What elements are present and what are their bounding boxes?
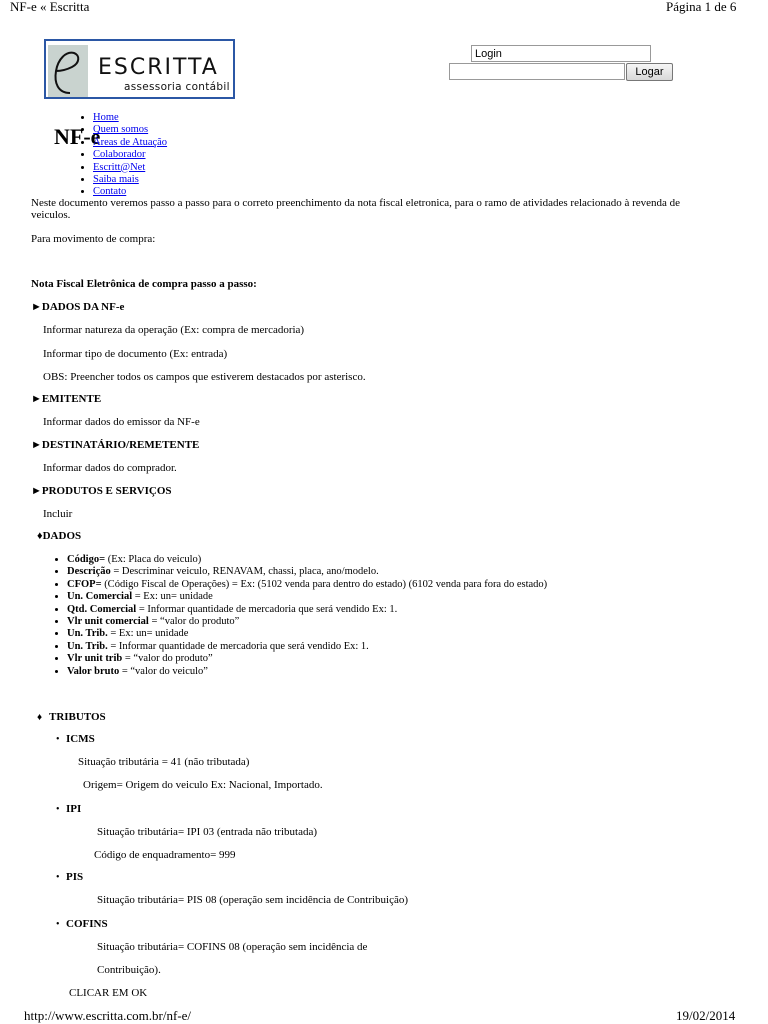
login-username-input[interactable] [471,45,651,62]
dados-label: Vlr unit trib [67,653,123,665]
cofins-situacao-2: Contribuição). [97,964,161,976]
nav-link-saiba-mais[interactable]: Saiba mais [93,173,139,185]
diamond-bullet-icon: ♦ [37,712,43,723]
sec-destinatario: ►DESTINATÁRIO/REMETENTE [31,439,200,451]
nav-link-colaborador[interactable]: Colaborador [93,149,146,161]
destinatario-text: Informar dados do comprador. [43,462,177,474]
list-item [67,628,547,640]
tipo-doc-text: Informar tipo de documento (Ex: entrada) [43,348,228,360]
incluir-text: Incluir [43,508,73,520]
dados-text: = Descriminar veiculo, RENAVAM, chassi, placa, ano/modelo. [110,566,379,578]
dados-text: = “valor do veiculo” [119,665,208,677]
print-header-page: Página 1 de 6 [666,0,737,14]
nav-link-areas[interactable]: Áreas de Atuação [93,136,168,148]
nav-item-home [93,112,167,124]
intro-line-2: veiculos. [31,209,71,221]
nav-link-contato[interactable]: Contato [93,186,127,198]
list-item [67,591,547,603]
dados-text: (Ex: Placa do veiculo) [105,554,202,565]
logar-button[interactable]: Logar [626,63,673,81]
sec-produtos: ►PRODUTOS E SERVIÇOS [31,485,172,497]
icms-origem: Origem= Origem do veiculo Ex: Nacional, Importado. [83,779,323,791]
logo-tagline: assessoria contábil [124,81,230,93]
nav-link-quem-somos[interactable]: Quem somos [93,124,149,136]
dados-text: = Ex: un= unidade [132,591,213,603]
compra-text: Para movimento de compra: [31,233,156,245]
dados-text: = “valor do produto” [148,615,240,627]
dados-label: Un. Trib. [67,628,108,640]
list-item [67,616,547,628]
dados-label: Qtd. Comercial [67,603,137,615]
dados-label: Código= [67,554,106,565]
obs-text: OBS: Preencher todos os campos que estiverem destacados por asterisco. [43,371,366,383]
logo-e-icon [48,45,88,97]
ipi-label: IPI [66,803,82,815]
list-item [67,554,547,566]
main-nav [82,112,167,199]
print-header-title: NF-e « Escritta [10,0,90,14]
nav-link-home[interactable]: Home [93,112,119,123]
logo-brand: ESCRITTA [98,55,219,80]
nav-item-areas [93,137,167,149]
list-item [67,666,547,678]
section-heading: Nota Fiscal Eletrônica de compra passo a passo: [31,278,257,290]
dados-label: Vlr unit comercial [67,615,149,627]
nav-item-escrittnet [93,162,167,174]
cofins-label: COFINS [66,918,108,930]
sec-dados: ♦DADOS [37,530,82,542]
escritta-logo[interactable] [44,39,235,99]
bullet-icon: • [56,919,60,930]
dados-label: Descrição [67,566,111,578]
dados-label: Un. Trib. [67,640,108,652]
sec-tributos: TRIBUTOS [49,711,106,723]
bullet-icon: • [56,804,60,815]
sec-dados-nfe: ►DADOS DA NF-e [31,301,125,313]
dados-label: Valor bruto [67,665,120,677]
nav-item-quem-somos [93,124,167,136]
natureza-text: Informar natureza da operação (Ex: compra de mercadoria) [43,324,305,336]
intro-line-1: Neste documento veremos passo a passo para o correto preenchimento da nota fiscal eletronica, para o ramo de atividades relacionado à revenda de [31,197,681,209]
cofins-situacao-1: Situação tributária= COFINS 08 (operação sem incidência de [97,941,368,953]
list-item [67,641,547,653]
dados-label: Un. Comercial [67,591,133,603]
dados-text: = Informar quantidade de mercadoria que será vendido Ex: 1. [136,603,398,615]
pis-situacao: Situação tributária= PIS 08 (operação sem incidência de Contribuição) [97,894,409,906]
nav-item-colaborador [93,149,167,161]
icms-label: ICMS [66,733,95,745]
ipi-situacao: Situação tributária= IPI 03 (entrada não tributada) [97,826,318,838]
list-item [67,653,547,665]
dados-text: = Ex: un= unidade [107,628,189,640]
dados-text: (Código Fiscal de Operações) = Ex: (5102 venda para dentro do estado) (6102 venda para fora do estado) [101,578,548,590]
clicar-ok-text: CLICAR EM OK [69,987,148,999]
logo-e-mark [48,45,88,97]
icms-situacao: Situação tributária = 41 (não tributada) [78,756,250,768]
dados-list [53,554,547,678]
list-item [67,604,547,616]
bullet-icon: • [56,872,60,883]
dados-text: = Informar quantidade de mercadoria que será vendido Ex: 1. [107,640,369,652]
page-title: NF-e [54,124,101,149]
nav-item-saiba-mais [93,174,167,186]
print-footer-url: http://www.escritta.com.br/nf-e/ [24,1008,192,1023]
sec-emitente: ►EMITENTE [31,393,102,405]
dados-text: = “valor do produto” [122,653,213,665]
nav-link-escrittnet[interactable]: Escritt@Net [93,161,146,173]
dados-label: CFOP= [67,578,102,590]
bullet-icon: • [56,734,60,745]
print-footer-date: 19/02/2014 [676,1008,736,1023]
ipi-codigo: Código de enquadramento= 999 [94,849,236,861]
emitente-text: Informar dados do emissor da NF-e [43,416,200,428]
list-item [67,579,547,591]
list-item [67,566,547,578]
pis-label: PIS [66,871,84,883]
login-password-input[interactable] [449,63,625,80]
